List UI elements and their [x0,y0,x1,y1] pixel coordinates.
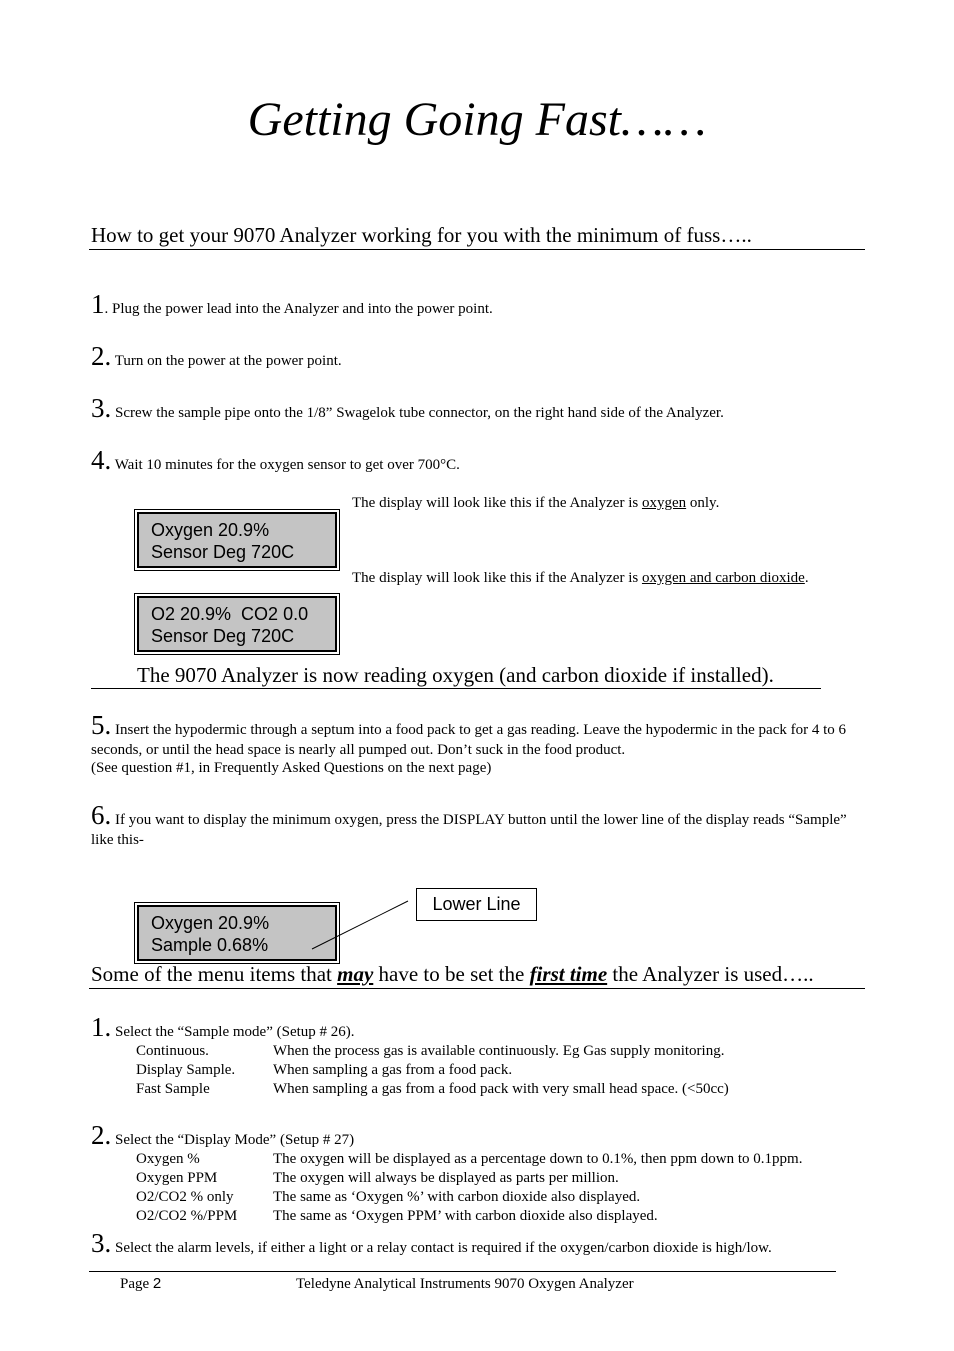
option-name: O2/CO2 % only [136,1189,234,1205]
step-3 [91,393,724,423]
option-row [136,1061,729,1080]
option-name: Continuous. [136,1043,209,1059]
step-4 [91,445,460,475]
option-row [136,1188,802,1207]
step-text: Insert the hypodermic through a septum into a food pack to get a gas reading. Leave the hypodermic in the pack for 4 to 6 seconds, or until the head space is nearly all pumped out. Don’t suck in the food product. [91,722,847,758]
menu-step-3 [91,1228,772,1258]
display-note-oxygen: The display will look like this if the Analyzer is oxygen only. [352,495,720,511]
option-row [136,1169,802,1188]
option-row [136,1080,729,1099]
step-text: If you want to display the minimum oxygen, press the DISPLAY button until the lower line of the display reads “Sample” like this- [91,812,847,848]
sample-mode-options [136,1042,729,1099]
option-description: The same as ‘Oxygen %’ with carbon dioxide also displayed. [273,1189,641,1205]
step-text: Plug the power lead into the Analyzer and into the power point. [108,301,493,317]
lcd-display-oxygen-co2 [137,596,337,652]
menu-heading-rule [89,988,865,989]
option-description: The oxygen will be displayed as a percentage down to 0.1%, then ppm down to 0.1ppm. [273,1151,803,1167]
display-note-oxygen-co2: The display will look like this if the Analyzer is oxygen and carbon dioxide. [352,570,809,586]
step-5 [91,710,861,760]
option-description: The same as ‘Oxygen PPM’ with carbon dioxide also displayed. [273,1208,658,1224]
footer-document-title: Teledyne Analytical Instruments 9070 Oxygen Analyzer [296,1276,634,1292]
page-number: Page 2 [120,1275,162,1292]
step-text: Wait 10 minutes for the oxygen sensor to get over 700°C. [111,457,460,473]
menu-step-2 [91,1120,354,1150]
step-text: Select the “Display Mode” (Setup # 27) [111,1132,355,1148]
step-number: 3. [91,1228,112,1258]
lcd-text: O2 20.9% CO2 0.0 Sensor Deg 720C [151,604,309,646]
option-row [136,1150,802,1169]
step-number: 1 [91,289,105,319]
lcd-text: Oxygen 20.9% Sensor Deg 720C [151,520,295,562]
step-6 [91,800,861,850]
option-row [136,1207,802,1226]
page-title: Getting Going Fast…… [247,93,707,146]
status-banner: The 9070 Analyzer is now reading oxygen (and carbon dioxide if installed). [91,662,821,689]
section-subtitle: How to get your 9070 Analyzer working for you with the minimum of fuss….. [91,223,752,247]
step-text: Turn on the power at the power point. [111,353,342,369]
option-name: Display Sample. [136,1062,236,1078]
option-name: Fast Sample [136,1081,210,1097]
step-number: 2. [91,1120,112,1150]
callout-leader-line [300,895,420,955]
option-description: When the process gas is available continuously. Eg Gas supply monitoring. [273,1043,725,1059]
step-5-note: (See question #1, in Frequently Asked Questions on the next page) [91,760,492,776]
step-number: 4. [91,445,112,475]
step-1: 1. Plug the power lead into the Analyzer and into the power point. [91,289,493,319]
menu-step-1 [91,1012,355,1042]
step-number: 1. [91,1012,112,1042]
lcd-display-oxygen [137,512,337,568]
step-text: Select the “Sample mode” (Setup # 26). [111,1024,355,1040]
step-text: Screw the sample pipe onto the 1/8” Swagelok tube connector, on the right hand side of the Analyzer. [111,405,724,421]
step-text: Select the alarm levels, if either a light or a relay contact is required if the oxygen/carbon dioxide is high/low. [111,1240,772,1256]
step-number: 5. [91,710,112,740]
step-number: 2. [91,341,112,371]
menu-heading: Some of the menu items that may have to be set the first time the Analyzer is used….. [91,962,814,986]
option-description: When sampling a gas from a food pack with very small head space. (<50cc) [273,1081,729,1097]
option-name: Oxygen PPM [136,1170,218,1186]
step-number: 3. [91,393,112,423]
option-name: Oxygen % [136,1151,200,1167]
subtitle-rule [89,249,865,250]
lower-line-callout: Lower Line [416,888,537,921]
option-row [136,1042,729,1061]
option-description: The oxygen will always be displayed as parts per million. [273,1170,619,1186]
lcd-text: Oxygen 20.9% Sample 0.68% [151,913,270,955]
option-name: O2/CO2 %/PPM [136,1208,238,1224]
step-number: 6. [91,800,112,830]
footer-rule [89,1271,836,1272]
step-2 [91,341,342,371]
option-description: When sampling a gas from a food pack. [273,1062,513,1078]
display-mode-options [136,1150,802,1226]
